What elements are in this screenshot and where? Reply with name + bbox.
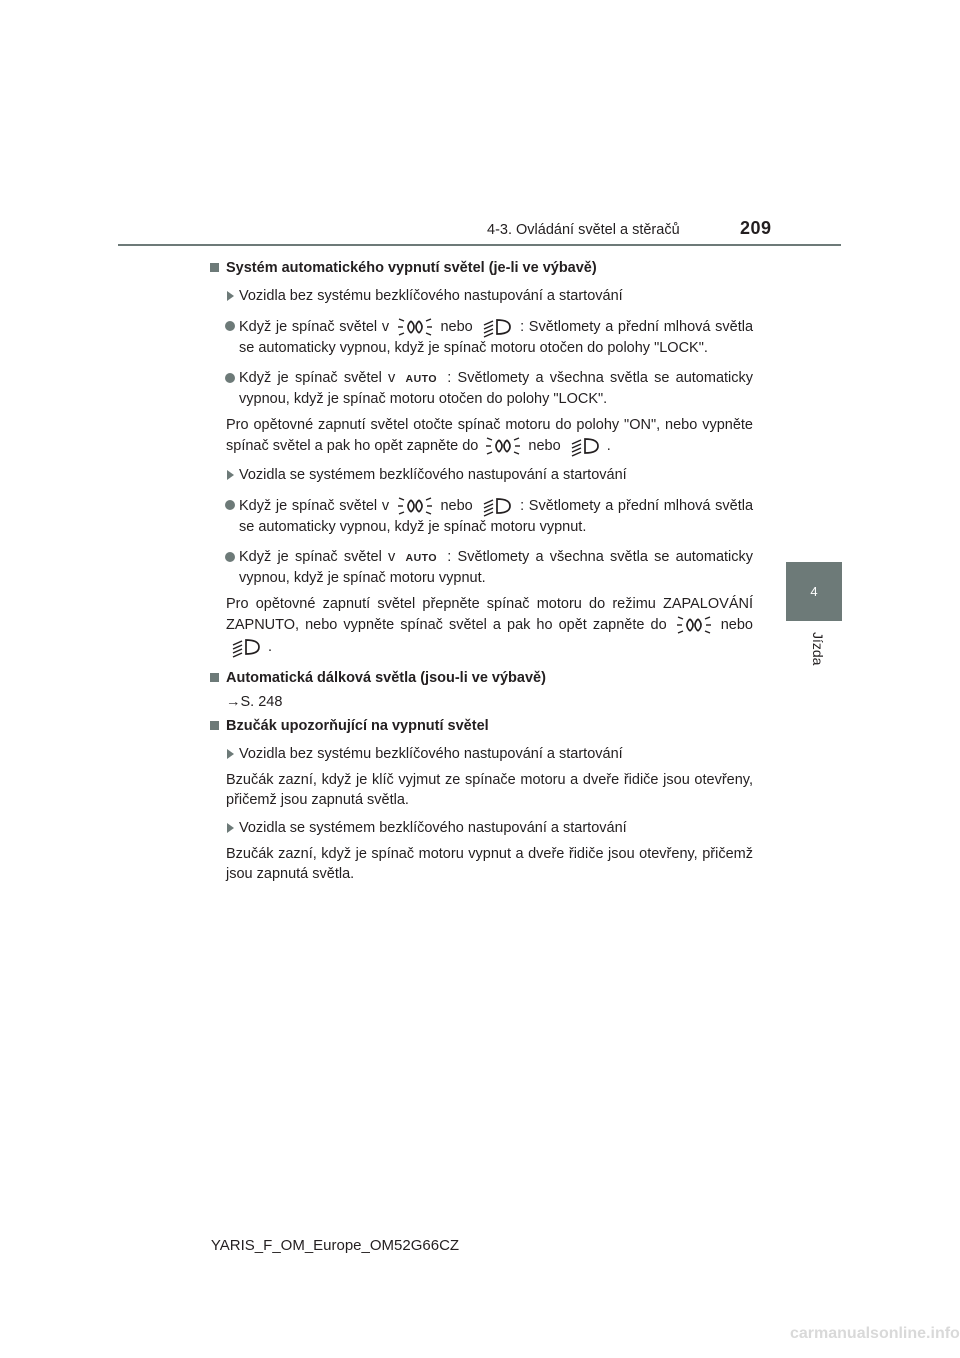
subheading-keyless: Vozidla se systémem bezklíčového nastupování a startování: [210, 465, 753, 485]
low-beam-headlight-icon: [481, 316, 511, 338]
heading-auto-off: Systém automatického vypnutí světel (je-li ve výbavě): [210, 258, 753, 278]
page-reference: →S. 248: [226, 694, 283, 710]
subheading-no-keyless: Vozidla bez systému bezklíčového nastupování a startování: [210, 744, 753, 764]
bullet-text: nebo: [440, 318, 473, 335]
parking-lights-icon: [398, 495, 432, 517]
parking-lights-icon: [677, 614, 711, 636]
bullet-text: : Světlomety a všechna světla se automaticky vypnou, když je spínač motoru otočen do polohy "LOCK".: [239, 370, 754, 407]
bullet-item: [210, 547, 753, 588]
heading-auto-high-beam: Automatická dálková světla (jsou-li ve výbavě): [210, 668, 753, 688]
low-beam-headlight-icon: [569, 435, 599, 457]
footer: [0, 1237, 960, 1254]
watermark: carmanualsonline.info: [790, 1325, 960, 1342]
bullet-text: Když je spínač světel v: [239, 497, 390, 514]
low-beam-headlight-icon: [481, 495, 511, 517]
paragraph-text: Pro opětovné zapnutí světel přepněte spínač motoru do režimu ZAPALOVÁNÍ ZAPNUTO, nebo vypněte spínač světel a pak ho opět zapněte do: [226, 596, 753, 633]
auto-icon: AUTO: [405, 373, 438, 385]
bullet-item: [210, 368, 753, 409]
bullet-text: Když je spínač světel v: [239, 370, 396, 386]
bullet-text: Když je spínač světel v: [239, 549, 396, 565]
bullet-text: : Světlomety a všechna světla se automaticky vypnou, když je spínač motoru vypnut.: [239, 549, 754, 586]
paragraph-text: nebo: [720, 616, 753, 633]
header-divider: [118, 244, 841, 246]
subheading-no-keyless: Vozidla bez systému bezklíčového nastupování a startování: [210, 286, 753, 306]
bullet-text: : Světlomety a přední mlhová světla se automaticky vypnou, když je spínač motoru otočen do polohy "LOCK".: [239, 318, 754, 356]
bullet-text: : Světlomety a přední mlhová světla se automaticky vypnou, když je spínač motoru vypnut.: [239, 497, 754, 535]
bullet-text: Když je spínač světel v: [239, 318, 390, 335]
paragraph-text: .: [268, 638, 273, 655]
page-number: 209: [740, 218, 772, 238]
subheading-keyless: Vozidla se systémem bezklíčového nastupování a startování: [210, 818, 753, 838]
low-beam-headlight-icon: [230, 636, 260, 658]
bullet-item: [210, 316, 753, 358]
page-content: [210, 254, 753, 884]
section-header: 4-3. Ovládání světel a stěračů: [487, 222, 680, 238]
paragraph: [210, 415, 753, 457]
chapter-label: Jízda: [810, 632, 826, 666]
document-code: YARIS_F_OM_Europe_OM52G66CZ: [210, 1237, 460, 1254]
parking-lights-icon: [486, 435, 520, 457]
paragraph-text: Pro opětovné zapnutí světel otočte spínač motoru do polohy "ON", nebo vypněte spínač světel a pak ho opět zapněte do: [226, 417, 753, 454]
paragraph: Bzučák zazní, když je spínač motoru vypnut a dveře řidiče jsou otevřeny, přičemž jsou zapnutá světla.: [226, 846, 753, 882]
paragraph: Bzučák zazní, když je klíč vyjmut ze spínače motoru a dveře řidiče jsou otevřeny, přičemž jsou zapnutá světla.: [226, 772, 753, 808]
paragraph-text: nebo: [528, 437, 561, 454]
paragraph-text: .: [606, 437, 611, 454]
auto-icon: AUTO: [405, 552, 438, 564]
paragraph: [210, 594, 753, 658]
bullet-item: [210, 495, 753, 537]
heading-buzzer: Bzučák upozorňující na vypnutí světel: [210, 716, 753, 736]
bullet-text: nebo: [440, 497, 473, 514]
parking-lights-icon: [398, 316, 432, 338]
chapter-tab: 4: [786, 562, 842, 621]
